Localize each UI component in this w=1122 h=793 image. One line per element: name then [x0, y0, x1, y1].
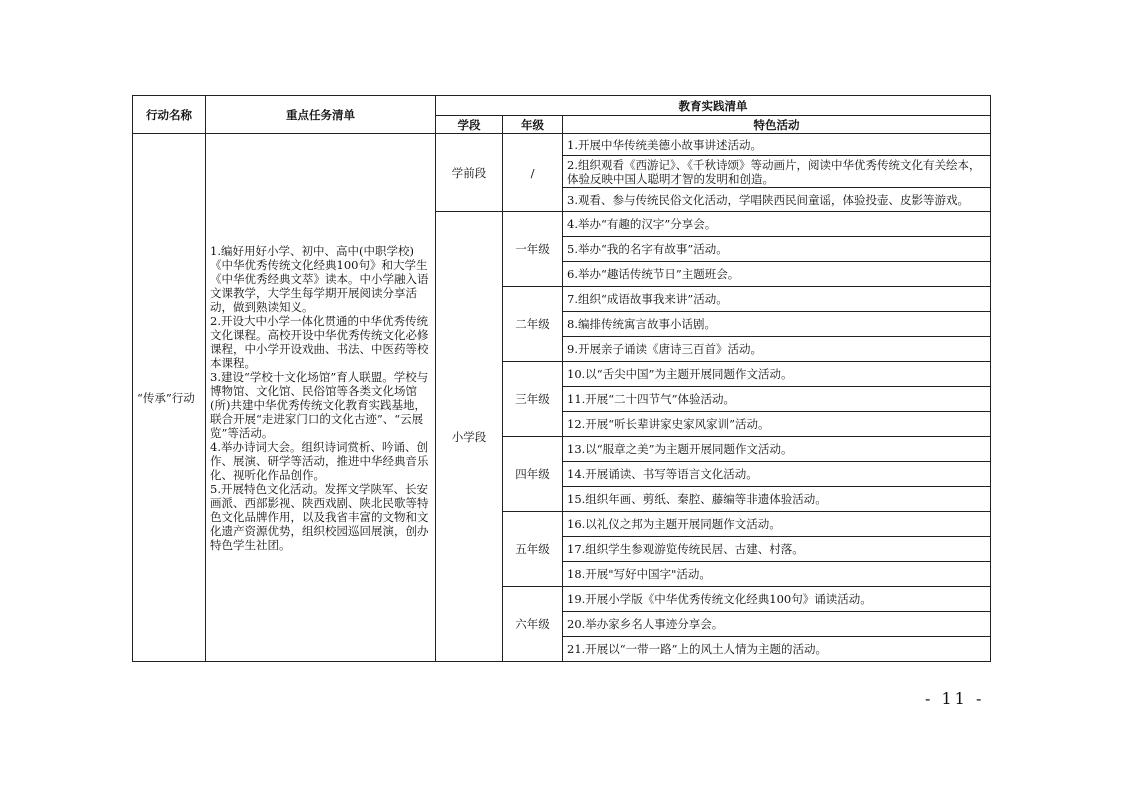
grade-5: 五年级 — [503, 512, 563, 587]
activity-item: 3.观看、参与传统民俗文化活动，学唱陕西民间童谣，体验投壶、皮影等游戏。 — [563, 188, 991, 212]
activity-item: 20.举办家乡名人事迹分享会。 — [563, 612, 991, 637]
activity-item: 15.组织年画、剪纸、秦腔、藤编等非遗体验活动。 — [563, 487, 991, 512]
activity-item: 5.举办“我的名字有故事”活动。 — [563, 237, 991, 262]
grade-1: 一年级 — [503, 212, 563, 287]
grade-preschool: / — [503, 134, 563, 212]
activity-item: 17.组织学生参观游览传统民居、古建、村落。 — [563, 537, 991, 562]
action-name-cell: “传承”行动 — [133, 134, 206, 662]
header-action-name: 行动名称 — [133, 96, 206, 134]
activity-item: 6.举办“趣话传统节日”主题班会。 — [563, 262, 991, 287]
header-task-list: 重点任务清单 — [206, 96, 436, 134]
grade-3: 三年级 — [503, 362, 563, 437]
activity-item: 8.编排传统寓言故事小话剧。 — [563, 312, 991, 337]
activity-item: 21.开展以“一带一路”上的风土人情为主题的活动。 — [563, 637, 991, 662]
education-practice-table — [132, 95, 991, 662]
activity-item: 18.开展"写好中国字"活动。 — [563, 562, 991, 587]
header-practice-list: 教育实践清单 — [436, 96, 991, 116]
task-list-cell — [206, 134, 436, 662]
activity-item: 4.举办“有趣的汉字”分享会。 — [563, 212, 991, 237]
activity-item: 16.以礼仪之邦为主题开展同题作文活动。 — [563, 512, 991, 537]
activity-item: 19.开展小学版《中华优秀传统文化经典100句》诵读活动。 — [563, 587, 991, 612]
activity-item: 7.组织“成语故事我来讲”活动。 — [563, 287, 991, 312]
activity-item: 13.以“服章之美”为主题开展同题作文活动。 — [563, 437, 991, 462]
header-feature: 特色活动 — [563, 116, 991, 134]
activity-item: 9.开展亲子诵读《唐诗三百首》活动。 — [563, 337, 991, 362]
grade-6: 六年级 — [503, 587, 563, 662]
grade-4: 四年级 — [503, 437, 563, 512]
header-stage: 学段 — [436, 116, 503, 134]
grade-2: 二年级 — [503, 287, 563, 362]
activity-item: 10.以“舌尖中国”为主题开展同题作文活动。 — [563, 362, 991, 387]
activity-item: 2.组织观看《西游记》、《千秋诗颂》等动画片，阅读中华优秀传统文化有关绘本，体验反映中国人聪明才智的发明和创造。 — [563, 156, 991, 188]
stage-preschool: 学前段 — [436, 134, 503, 212]
activity-item: 11.开展“二十四节气”体验活动。 — [563, 387, 991, 412]
activity-item: 1.开展中华传统美德小故事讲述活动。 — [563, 134, 991, 156]
task-list-text: 1.编好用好小学、初中、高中(中职学校)《中华优秀传统文化经典100句》和大学生《中华优秀经典文萃》读本。中小学融入语文课教学，大学生每学期开展阅读分享活动，做到熟读知义。 2.开设大中小学一体化贯通的中华优秀传统文化课程。高校开设中华优秀传统文化必修课程，中小学开设戏曲、书法、中医药等校本课程。 3.建设“学校十文化场馆”育人联盟。学校与博物馆、文化馆、民俗馆等各类文化场馆(所)共建中华优秀传统文化教育实践基地，联合开展“走进家门口的文化古迹”、“云展览”等活动。 4.举办诗词大会。组织诗词赏析、吟诵、创作、展演、研学等活动，推进中华经典音乐化、视听化作品创作。 5.开展特色文化活动。发挥文学陕军、长安画派、西部影视、陕西戏剧、陕北民歌等特色文化品牌作用，以及我省丰富的文物和文化遗产资源优势，组织校园巡回展演，创办特色学生社团。 — [210, 243, 429, 552]
activity-item: 12.开展“听长辈讲家史家风家训”活动。 — [563, 412, 991, 437]
activity-item: 14.开展诵读、书写等语言文化活动。 — [563, 462, 991, 487]
page-number: - 11 - — [925, 689, 985, 708]
header-grade: 年级 — [503, 116, 563, 134]
stage-primary: 小学段 — [436, 212, 503, 662]
